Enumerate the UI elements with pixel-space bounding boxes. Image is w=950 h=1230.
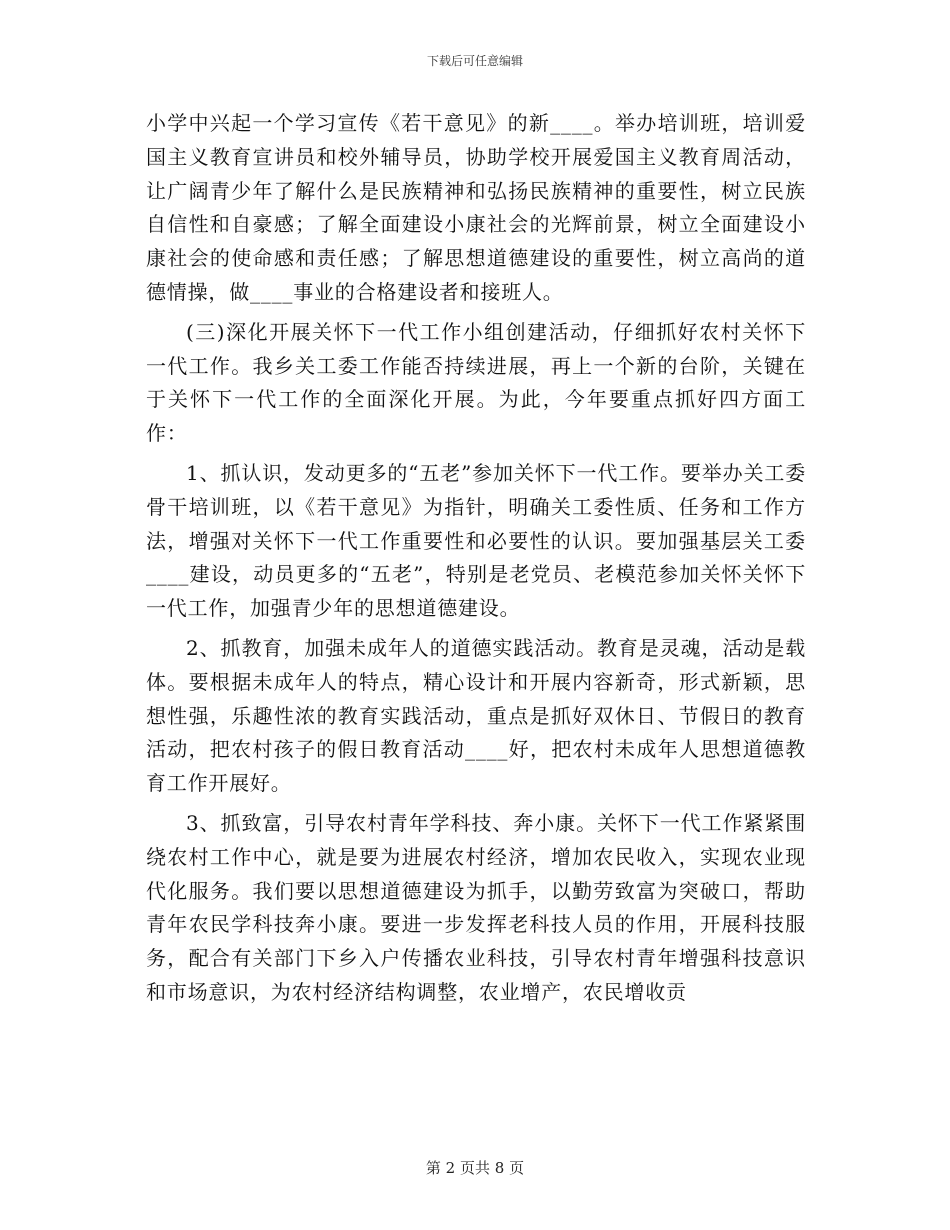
paragraph-item-3: 3、抓致富，引导农村青年学科技、奔小康。关怀下一代工作紧紧围绕农村工作中心，就是要为进展农村经济，增加农民收入，实现农业现代化服务。我们要以思想道德建设为抓手，以勤劳致富为突破口，帮助青年农民学科技奔小康。要进一步发挥老科技人员的作用，开展科技服务，配合有关部门下乡入户传播农业科技，引导农村青年增强科技意识和市场意识，为农村经济结构调整，农业增产，农民增收贡 [146,810,806,1004]
page-header: 下载后可任意编辑 [426,54,523,68]
page-number: 第 2 页共 8 页 [425,1159,525,1177]
paragraph-section-three: (三)深化开展关怀下一代工作小组创建活动，仔细抓好农村关怀下一代工作。我乡关工委工作能否持续进展，再上一个新的台阶，关键在于关怀下一代工作的全面深化开展。为此，今年要重点抓好四方面工作： [146,319,806,446]
paragraph-continuation: 小学中兴起一个学习宣传《若干意见》的新____。举办培训班，培训爱国主义教育宣讲员和校外辅导员，协助学校开展爱国主义教育周活动，让广阔青少年了解什么是民族精神和弘扬民族精神的重要性，树立民族自信性和自豪感；了解全面建设小康社会的光辉前景，树立全面建设小康社会的使命感和责任感；了解思想道德建设的重要性，树立高尚的道德情操，做____事业的合格建设者和接班人。 [146,111,806,304]
paragraph-item-2: 2、抓教育，加强未成年人的道德实践活动。教育是灵魂，活动是载体。要根据未成年人的特点，精心设计和开展内容新奇，形式新颖，思想性强，乐趣性浓的教育实践活动，重点是抓好双休日、节假日的教育活动，把农村孩子的假日教育活动____好，把农村未成年人思想道德教育工作开展好。 [146,635,806,796]
document-body [146,107,806,1010]
paragraph-item-1: 1、抓认识，发动更多的“五老”参加关怀下一代工作。要举办关工委骨干培训班，以《若干意见》为指针，明确关工委性质、任务和工作方法，增强对关怀下一代工作重要性和必要性的认识。要加强基层关工委____建设，动员更多的“五老”，特别是老党员、老模范参加关怀关怀下一代工作，加强青少年的思想道德建设。 [146,460,806,621]
